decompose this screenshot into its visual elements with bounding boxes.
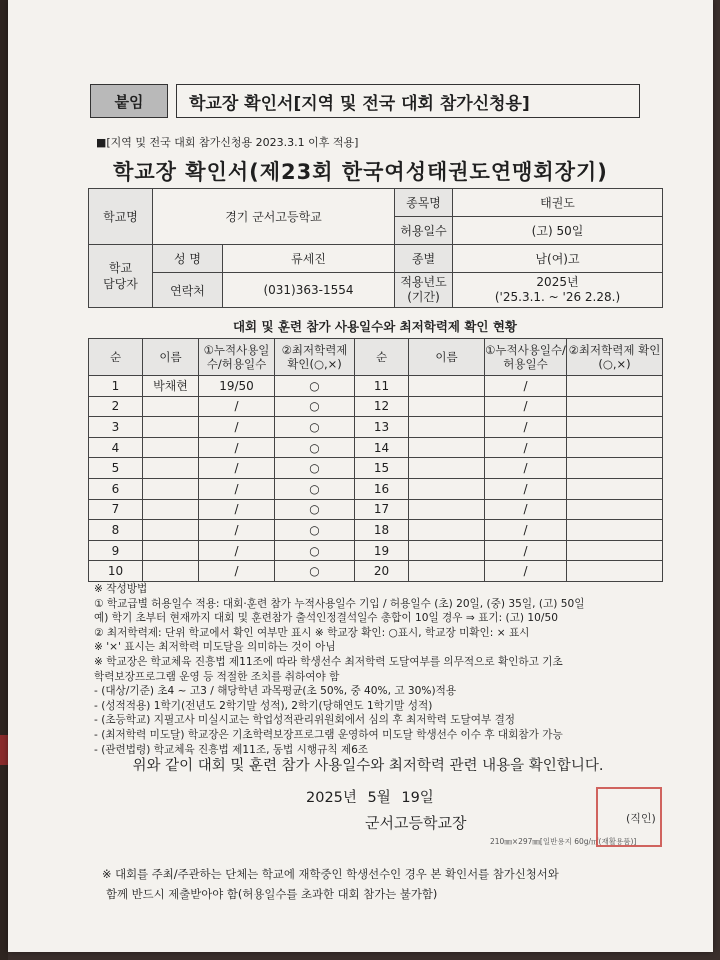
cell-name	[143, 458, 199, 479]
cell-days: /	[199, 561, 275, 582]
instruction-line: ※ '×' 표시는 최저학력 미도달을 의미하는 것이 아님	[94, 641, 336, 654]
gender-label: 종별	[395, 245, 453, 273]
cell-days: /	[485, 520, 567, 541]
cell-grade	[567, 396, 663, 417]
cell-days: /	[199, 396, 275, 417]
cell-no: 4	[89, 437, 143, 458]
cell-grade: ○	[275, 376, 355, 397]
cell-grade: ○	[275, 417, 355, 438]
cell-grade	[567, 376, 663, 397]
event-label: 종목명	[395, 189, 453, 217]
allowed-days-value: (고) 50일	[453, 217, 663, 245]
cell-days: /	[485, 478, 567, 499]
header-title: 학교장 확인서[지역 및 전국 대회 참가신청용]	[176, 84, 640, 118]
header-no: 순	[89, 339, 143, 376]
cell-grade	[567, 417, 663, 438]
table-row	[89, 417, 663, 438]
table-row	[89, 478, 663, 499]
contact-label: 연락처	[153, 273, 223, 308]
footer-line: 함께 반드시 제출받아야 함(허용일수를 초과한 대회 참가는 불가함)	[106, 887, 438, 901]
instruction-line: 예) 학기 초부터 현재까지 대회 및 훈련참가 출석인정결석일수 총합이 10일 경우 ⇒ 표기: (고) 10/50	[94, 612, 558, 625]
instruction-line: ※ 작성방법	[94, 583, 148, 595]
instruction-line: 학력보장프로그램 운영 등 적절한 조치를 취하여야 함	[94, 670, 340, 683]
document-page	[8, 0, 713, 952]
header-days: ①누적사용일수/허용일수	[199, 339, 275, 376]
cell-no: 5	[89, 458, 143, 479]
cell-no: 11	[355, 376, 409, 397]
cell-days: /	[199, 437, 275, 458]
cell-days: /	[485, 499, 567, 520]
gender-value: 남(여)고	[453, 245, 663, 273]
cell-grade: ○	[275, 458, 355, 479]
cell-name	[409, 561, 485, 582]
event-value: 태권도	[453, 189, 663, 217]
teacher-label: 학교 담당자	[89, 245, 153, 308]
cell-days: /	[199, 520, 275, 541]
cell-days: /	[485, 396, 567, 417]
paper-size-note: 210㎜×297㎜[일반용지 60g/㎡(재활용품)]	[490, 837, 637, 846]
table-row	[89, 520, 663, 541]
instruction-line: - (초등학교) 지필고사 미실시교는 학업성적관리위원회에서 심의 후 최저학력 도달여부 결정	[94, 714, 516, 727]
footer-note	[102, 864, 559, 904]
cell-days: /	[485, 376, 567, 397]
cell-no: 20	[355, 561, 409, 582]
cell-grade: ○	[275, 499, 355, 520]
cell-days: /	[485, 458, 567, 479]
cell-grade: ○	[275, 540, 355, 561]
cell-grade	[567, 437, 663, 458]
cell-days: /	[199, 458, 275, 479]
cell-days: /	[485, 561, 567, 582]
header-days: ①누적사용일수/허용일수	[485, 339, 567, 376]
cell-no: 14	[355, 437, 409, 458]
cell-grade: ○	[275, 561, 355, 582]
status-table	[88, 338, 663, 582]
applicability-note: ■[지역 및 전국 대회 참가신청용 2023.3.1 이후 적용]	[96, 136, 359, 149]
background-object	[0, 735, 8, 765]
cell-name	[143, 437, 199, 458]
cell-name	[409, 376, 485, 397]
cell-days: /	[485, 540, 567, 561]
header-grade: ②최저학력제 확인(○,×)	[275, 339, 355, 376]
name-label: 성 명	[153, 245, 223, 273]
cell-name	[143, 417, 199, 438]
cell-grade	[567, 499, 663, 520]
year-value-cell	[453, 273, 663, 308]
cell-name	[409, 458, 485, 479]
cell-no: 16	[355, 478, 409, 499]
cell-no: 10	[89, 561, 143, 582]
cell-name	[409, 499, 485, 520]
cell-days: /	[199, 417, 275, 438]
cell-name	[409, 540, 485, 561]
cell-name	[143, 499, 199, 520]
cell-days: /	[485, 437, 567, 458]
principal-signature: 군서고등학교장	[365, 814, 467, 832]
year-label: 적용년도	[400, 275, 447, 289]
instructions	[94, 582, 684, 757]
table-row	[89, 396, 663, 417]
cell-grade	[567, 458, 663, 479]
cell-name	[409, 520, 485, 541]
section-title: 대회 및 훈련 참가 사용일수와 최저학력제 확인 현황	[232, 319, 518, 334]
cell-grade: ○	[275, 396, 355, 417]
cell-grade: ○	[275, 437, 355, 458]
table-row	[89, 561, 663, 582]
status-table-body	[89, 376, 663, 582]
cell-no: 19	[355, 540, 409, 561]
instruction-line: - (관련법령) 학교체육 진흥법 제11조, 동법 시행규칙 제6조	[94, 743, 369, 756]
contact-value: (031)363-1554	[223, 273, 395, 308]
instruction-line: - (최저학력 미도달) 학교장은 기초학력보장프로그램 운영하여 미도달 학생선수 이수 후 대회참가 가능	[94, 728, 563, 741]
cell-name	[409, 437, 485, 458]
cell-days: /	[199, 478, 275, 499]
cell-days: /	[199, 540, 275, 561]
school-label: 학교명	[89, 189, 153, 245]
cell-no: 9	[89, 540, 143, 561]
cell-name	[143, 561, 199, 582]
cell-no: 12	[355, 396, 409, 417]
school-value: 경기 군서고등학교	[153, 189, 395, 245]
cell-days: /	[199, 499, 275, 520]
cell-no: 2	[89, 396, 143, 417]
instruction-line: - (대상/기준) 초4 ~ 고3 / 해당학년 과목평균(초 50%, 중 40%, 고 30%)적용	[94, 685, 457, 698]
instruction-line: ① 학교급별 허용일수 적용: 대회·훈련 참가 누적사용일수 기입 / 허용일수 (초) 20일, (중) 35일, (고) 50일	[94, 597, 585, 610]
year-label-cell	[395, 273, 453, 308]
cell-name	[409, 478, 485, 499]
table-row	[89, 376, 663, 397]
cell-no: 13	[355, 417, 409, 438]
instruction-line: ② 최저학력제: 단위 학교에서 확인 여부만 표시 ※ 학교장 확인: ○표시, 학교장 미확인: × 표시	[94, 626, 530, 639]
allowed-days-label: 허용일수	[395, 217, 453, 245]
cell-days: 19/50	[199, 376, 275, 397]
cell-grade	[567, 561, 663, 582]
confirmation-statement: 위와 같이 대회 및 훈련 참가 사용일수와 최저학력 관련 내용을 확인합니다.	[132, 758, 604, 774]
instruction-line: - (성적적용) 1학기(전년도 2학기말 성적), 2학기(당해연도 1학기말 성적)	[94, 699, 433, 712]
cell-no: 1	[89, 376, 143, 397]
cell-no: 7	[89, 499, 143, 520]
cell-name	[409, 396, 485, 417]
header-grade: ②최저학력제 확인(○,×)	[567, 339, 663, 376]
header-name: 이름	[143, 339, 199, 376]
table-row	[89, 499, 663, 520]
table-row	[89, 437, 663, 458]
cell-name: 박채현	[143, 376, 199, 397]
header-no: 순	[355, 339, 409, 376]
cell-grade	[567, 540, 663, 561]
cell-grade: ○	[275, 520, 355, 541]
cell-no: 3	[89, 417, 143, 438]
document-title: 학교장 확인서(제23회 한국여성태권도연맹회장기)	[113, 160, 608, 184]
background-edge	[0, 0, 8, 960]
table-row	[89, 540, 663, 561]
info-table	[88, 188, 663, 308]
cell-name	[143, 478, 199, 499]
cell-no: 6	[89, 478, 143, 499]
cell-name	[409, 417, 485, 438]
cell-days: /	[485, 417, 567, 438]
cell-no: 8	[89, 520, 143, 541]
cell-name	[143, 396, 199, 417]
issue-date: 2025년 5월 19일	[306, 790, 434, 806]
attachment-tag: 붙임	[90, 84, 168, 118]
cell-no: 18	[355, 520, 409, 541]
seal-label: (직인)	[626, 812, 656, 825]
cell-grade	[567, 520, 663, 541]
table-row	[89, 458, 663, 479]
cell-no: 15	[355, 458, 409, 479]
cell-grade	[567, 478, 663, 499]
year-value: 2025년	[536, 275, 579, 289]
instruction-line: ※ 학교장은 학교체육 진흥법 제11조에 따라 학생선수 최저학력 도달여부를 의무적으로 확인하고 기초	[94, 655, 563, 668]
cell-grade: ○	[275, 478, 355, 499]
header	[90, 84, 640, 118]
name-value: 류세진	[223, 245, 395, 273]
cell-name	[143, 520, 199, 541]
year-period: ('25.3.1. ~ '26 2.28.)	[494, 290, 621, 304]
header-name: 이름	[409, 339, 485, 376]
footer-line: ※ 대회를 주최/주관하는 단체는 학교에 재학중인 학생선수인 경우 본 확인서를 참가신청서와	[102, 867, 559, 881]
cell-no: 17	[355, 499, 409, 520]
year-sub-label: (기간)	[407, 290, 440, 304]
cell-name	[143, 540, 199, 561]
